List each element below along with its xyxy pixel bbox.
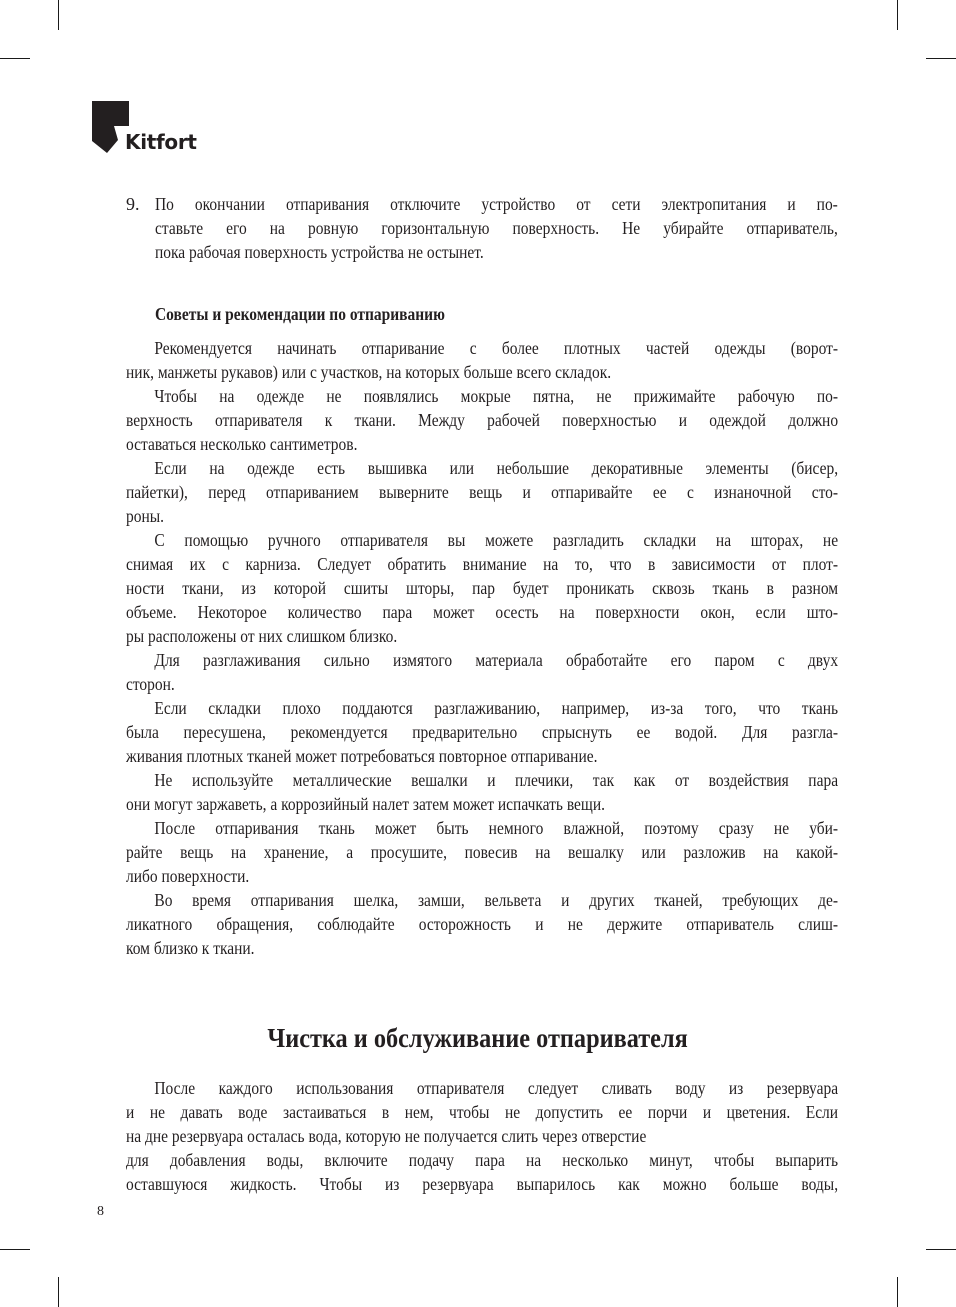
body-line: Во время отпаривания шелка, замши, вельвета и других тканей, требующих де- (154, 890, 839, 910)
body-line: либо поверхности. (126, 866, 250, 886)
body-line: живания плотных тканей может потребоваться повторное отпаривание. (126, 746, 598, 766)
body-line: верхность отпаривателя к ткани. Между рабочей поверхностью и одеждой должно (126, 410, 839, 430)
body-line: Если на одежде есть вышивка или небольшие декоративные элементы (бисер, (154, 458, 839, 478)
body-line: пайетки), перед отпариванием выверните вещь и отпаривайте ее с изнаночной сто- (126, 482, 839, 502)
body-line: ликатного обращения, соблюдайте осторожность и не держите отпариватель слиш- (126, 914, 839, 934)
body-line: они могут заржаветь, а коррозийный налет затем может испачкать вещи. (126, 794, 605, 814)
body-line: Рекомендуется начинать отпаривание с более плотных частей одежды (ворот- (154, 338, 839, 358)
body-line: После каждого использования отпаривателя следует сливать воду из резервуара (154, 1078, 839, 1098)
body-line: снимая их с карниза. Следует обратить внимание на то, что в зависимости от плот- (126, 554, 839, 574)
step-9-line: пока рабочая поверхность устройства не остынет. (155, 242, 484, 262)
tips-heading: Советы и рекомендации по отпариванию (155, 304, 445, 324)
step-9-line: По окончании отпаривания отключите устройство от сети электропитания и по- (155, 194, 838, 214)
body-line: объеме. Некоторое количество пара может осесть на поверхности окон, если што- (126, 602, 839, 622)
page-number: 8 (97, 1204, 104, 1219)
body-line: была пересушена, рекомендуется предварительно спрыснуть ее водой. Для разгла- (126, 722, 839, 742)
section-heading: Чистка и обслуживание отпаривателя (267, 1023, 689, 1053)
body-line: После отпаривания ткань может быть немного влажной, поэтому сразу не уби- (154, 818, 839, 838)
body-line: роны. (126, 506, 165, 526)
kitfort-logo (92, 100, 202, 156)
body-line: и не давать воде застаиваться в нем, чтобы не допустить ее порчи и цветения. Если (126, 1102, 839, 1122)
crop-mark-top-right-vertical (897, 0, 898, 30)
crop-mark-top-left-vertical (58, 0, 59, 30)
body-line: С помощью ручного отпаривателя вы можете разгладить складки на шторах, не (154, 530, 839, 550)
body-line: Если складки плохо поддаются разглаживанию, например, из-за того, что ткань (154, 698, 839, 718)
crop-mark-bottom-right-horizontal (926, 1249, 956, 1250)
brand-name: Kitfort (125, 130, 197, 154)
body-line: ник, манжеты рукавов) или с участков, на которых больше всего складок. (126, 362, 612, 382)
crop-mark-bottom-right-vertical (897, 1277, 898, 1307)
body-line: Не используйте металлические вешалки и плечики, так как от воздействия пара (154, 770, 839, 790)
body-line: для добавления воды, включите подачу пара на несколько минут, чтобы выпарить (126, 1150, 839, 1170)
body-line: на дне резервуара осталась вода, которую не получается слить через отверстие (126, 1126, 647, 1146)
crop-mark-top-right-horizontal (926, 58, 956, 59)
body-line: райте вещь на хранение, а просушите, повесив на вешалку или разложив на какой- (126, 842, 839, 862)
step-9-line: ставьте его на ровную горизонтальную поверхность. Не убирайте отпариватель, (155, 218, 838, 238)
body-line: сторон. (126, 674, 175, 694)
body-line: ры расположены от них слишком близко. (126, 626, 398, 646)
body-line: Чтобы на одежде не появлялись мокрые пятна, не прижимайте рабочую по- (154, 386, 839, 406)
crop-mark-top-left-horizontal (0, 58, 30, 59)
crop-mark-bottom-left-horizontal (0, 1249, 30, 1250)
body-line: ком близко к ткани. (126, 938, 255, 958)
step-number: 9. (126, 194, 140, 214)
body-line: оставаться несколько сантиметров. (126, 434, 358, 454)
body-line: ности ткани, из которой сшиты шторы, пар будет проникать сквозь ткань в разном (126, 578, 839, 598)
crop-mark-bottom-left-vertical (58, 1277, 59, 1307)
body-line: оставшуюся жидкость. Чтобы из резервуара выпарилось как можно больше воды, (126, 1174, 839, 1194)
body-line: Для разглаживания сильно измятого материала обработайте его паром с двух (154, 650, 839, 670)
